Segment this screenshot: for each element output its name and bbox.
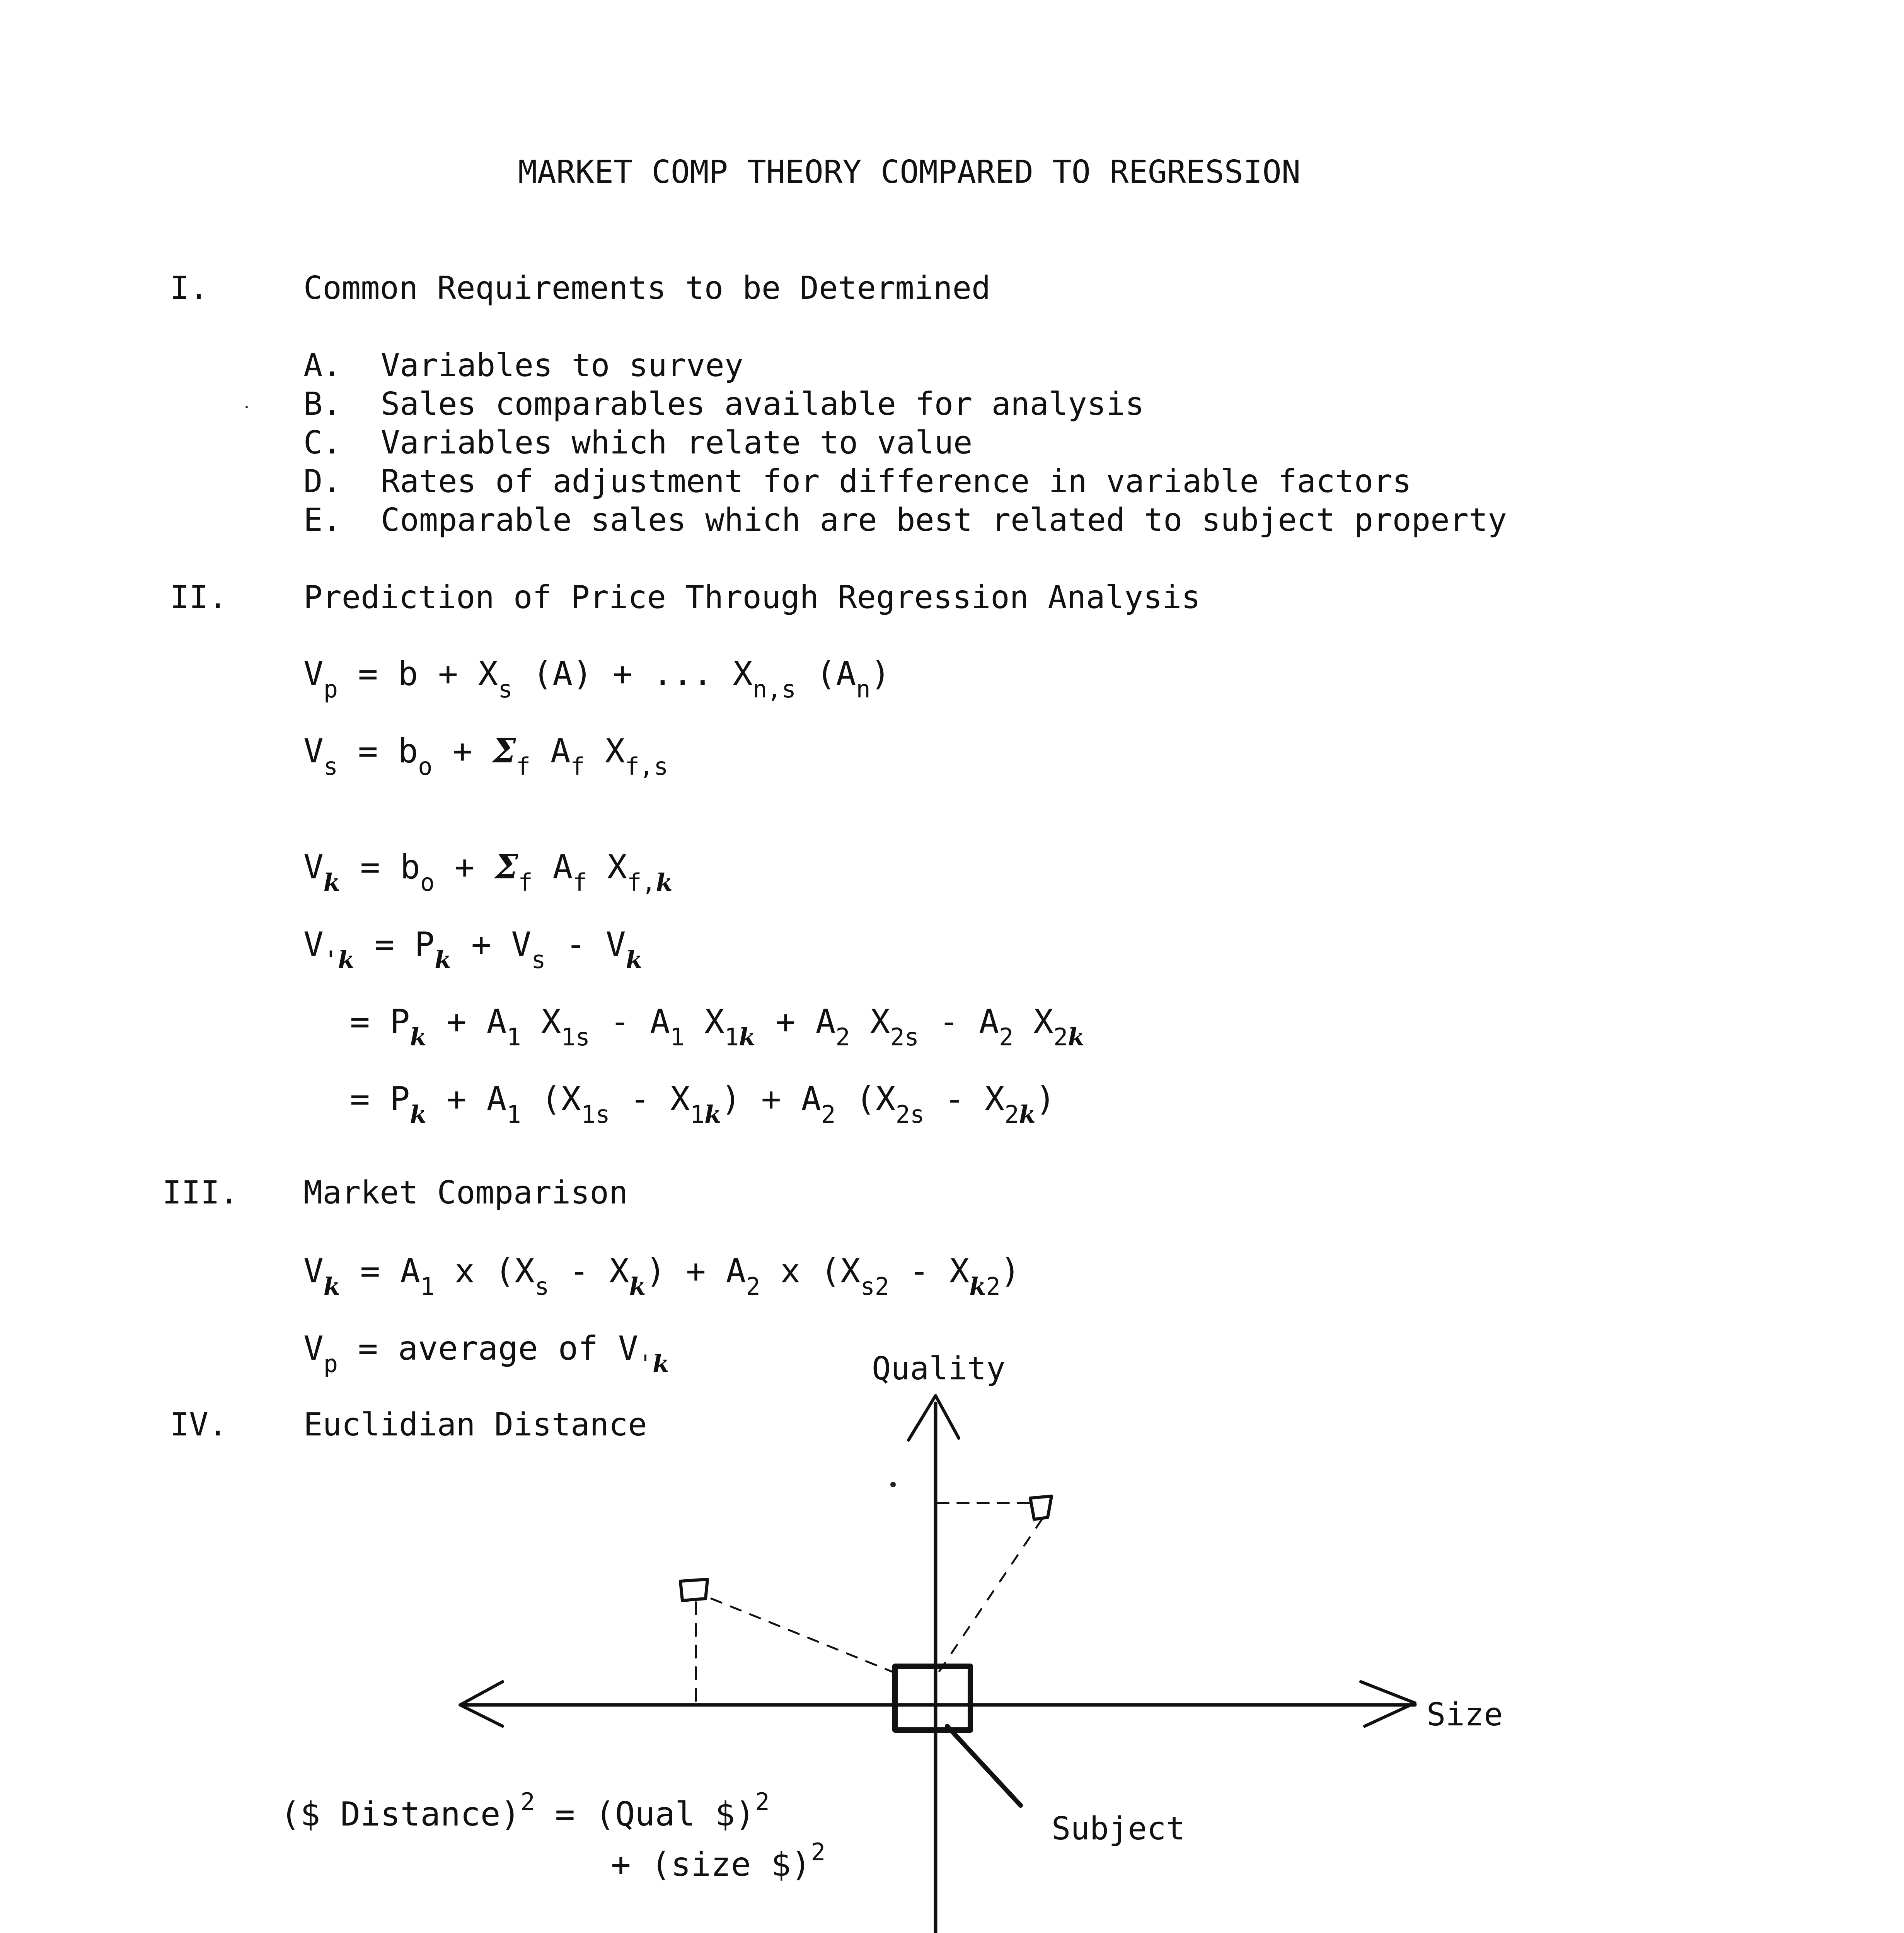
speck — [890, 1482, 896, 1487]
section-1-numeral: I. — [170, 270, 208, 307]
exponent: 2 — [755, 1788, 770, 1816]
comparable-2-dashed-diagonal — [711, 1599, 893, 1672]
equation-market-comp: $V_k = A_1$ x $(X_s - X_k) + A_2$ x $(X_{s2} - X_{k2})$ — [303, 1252, 1021, 1301]
equation-vp-regression: $V_p = b + X_s$ (A) + ... $X_{n,s}$ $(A_n)$ — [303, 655, 891, 703]
item-letter: C. — [303, 424, 342, 461]
quality-axis-arrowhead-up — [909, 1396, 959, 1440]
section-4-numeral: IV. — [170, 1406, 228, 1443]
subject-pointer — [947, 1726, 1021, 1805]
equation-vk-prime: $V_{'k} = P_k + V_s - V_k$ — [303, 925, 643, 974]
section-3-heading: Market Comparison — [303, 1174, 628, 1211]
list-item: Rates of adjustment for difference in variable factors — [381, 463, 1411, 500]
axis-label-quality: Quality — [872, 1350, 1006, 1387]
scan-speck — [245, 406, 248, 408]
list-item: Comparable sales which are best related to subject property — [381, 502, 1507, 539]
axis-label-size: Size — [1427, 1696, 1503, 1733]
item-letter: E. — [303, 502, 342, 539]
item-letter: A. — [303, 347, 342, 384]
list-item: Variables which relate to value — [381, 424, 973, 461]
euclidian-distance-diagram — [445, 1376, 1527, 1933]
equation-vk: $V_k = b_o + \Sigma_f$ $A_f$ $X_{f,k}$ — [303, 847, 673, 897]
equation-expansion: = $P_k + A_1$ $X_{1s} - A_1$ $X_{1k} + A_2$ $X_{2s} - A_2$ $X_{2k}$ — [350, 1002, 1085, 1051]
distance-eq: = (Qual $) — [555, 1795, 755, 1834]
section-4-heading: Euclidian Distance — [303, 1406, 647, 1443]
comparable-1-dashed-diagonal — [938, 1519, 1042, 1674]
vp-average-text: = average of — [358, 1329, 598, 1368]
subject-label: Subject — [1052, 1810, 1185, 1847]
equation-vs: $V_s = b_o + \Sigma_f$ $A_f$ $X_{f,s}$ — [303, 731, 668, 781]
list-item: Variables to survey — [381, 347, 743, 384]
distance-formula-line-1 — [280, 1788, 770, 1834]
page-title: MARKET COMP THEORY COMPARED TO REGRESSION — [518, 154, 1301, 191]
equation-factored: = $P_k + A_1$ $(X_{1s} - X_{1k}) + A_2$ $(X_{2s} - X_{2k})$ — [350, 1080, 1056, 1128]
section-3-numeral: III. — [162, 1174, 239, 1211]
exponent: 2 — [520, 1788, 535, 1816]
comparable-square-1 — [1030, 1496, 1052, 1519]
distance-formula-line-2 — [611, 1838, 826, 1884]
distance-plus: + (size $) — [611, 1845, 811, 1884]
section-1-heading: Common Requirements to be Determined — [303, 270, 991, 307]
exponent: 2 — [811, 1838, 826, 1866]
section-2-numeral: II. — [170, 579, 228, 616]
item-letter: B. — [303, 386, 342, 423]
list-item: Sales comparables available for analysis — [381, 386, 1144, 423]
subject-square — [895, 1666, 970, 1730]
equation-vp-average: $V_p$ = average of $V_{'k}$ — [303, 1329, 670, 1378]
item-letter: D. — [303, 463, 342, 500]
comparable-square-2 — [680, 1579, 707, 1601]
distance-lhs: ($ Distance) — [280, 1795, 521, 1834]
section-2-heading: Prediction of Price Through Regression Analysis — [303, 579, 1201, 616]
